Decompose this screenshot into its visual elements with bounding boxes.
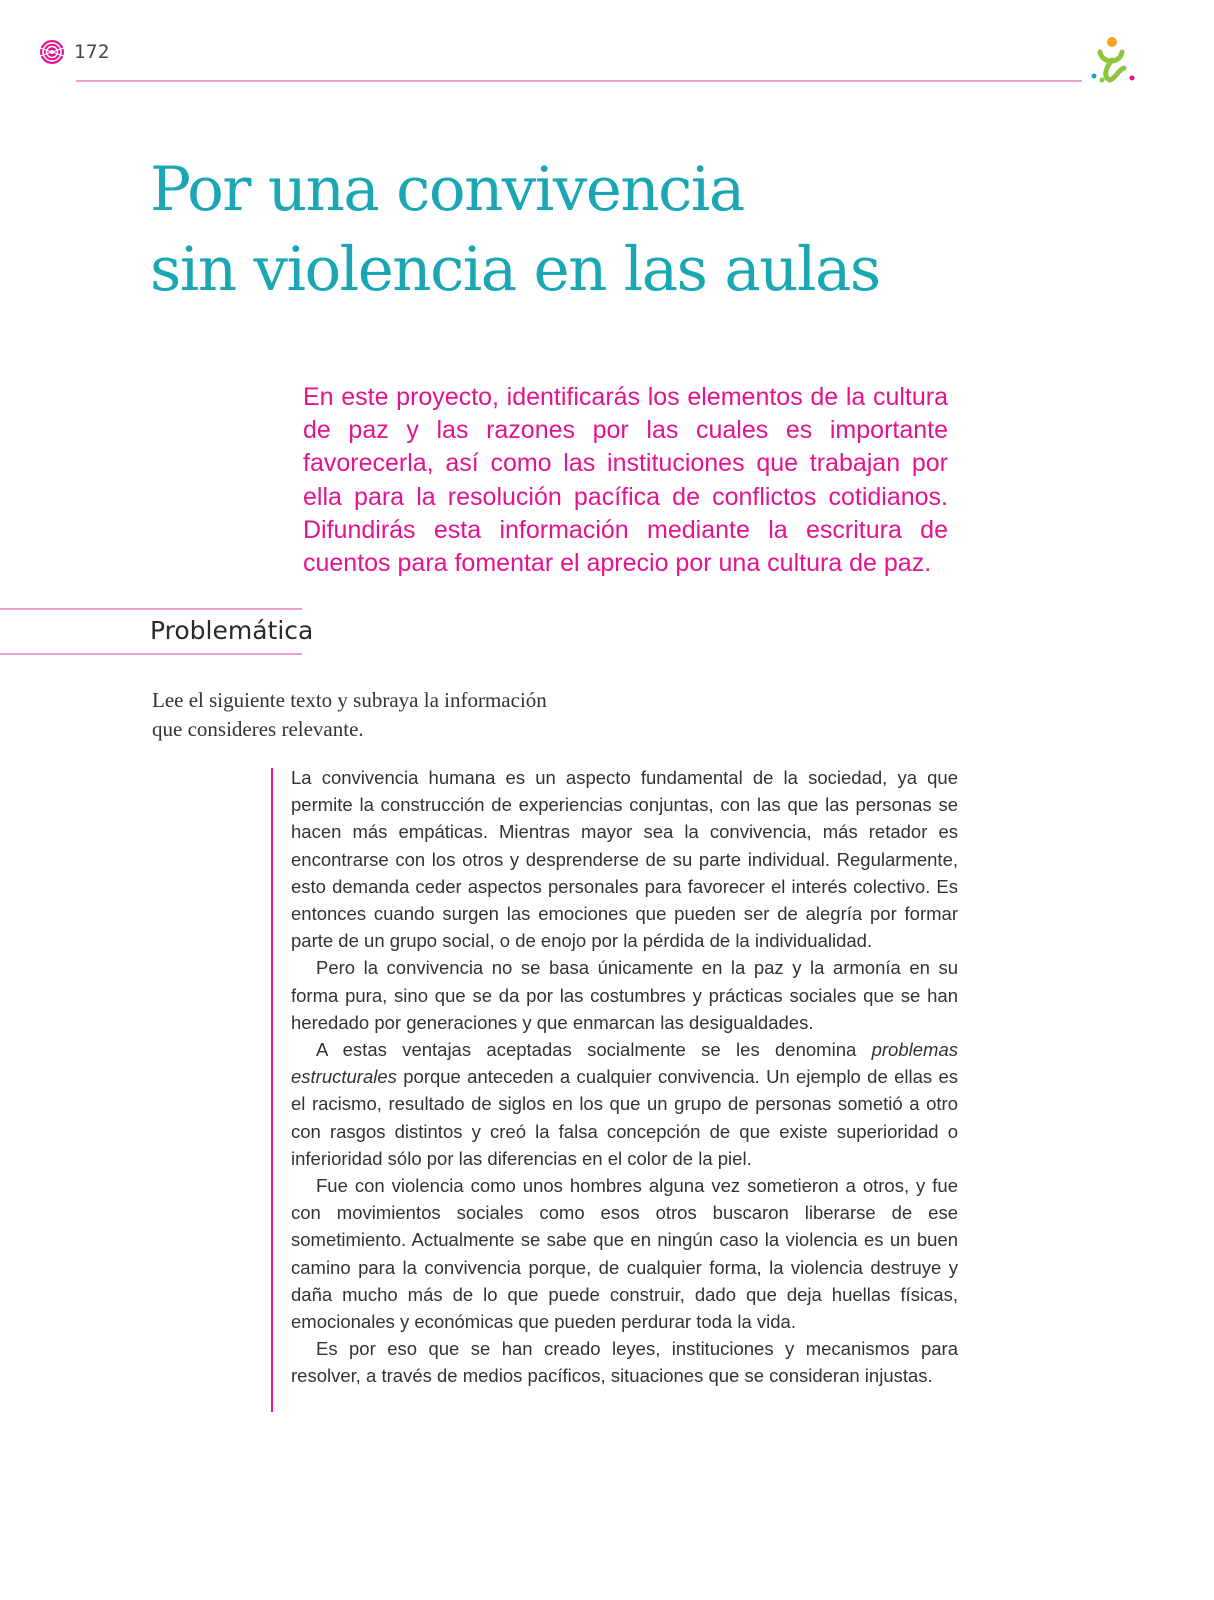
section-rule-bottom	[0, 653, 302, 655]
instruction-line-2: que consideres relevante.	[152, 717, 364, 741]
reading-instruction	[152, 686, 612, 744]
reading-text	[291, 764, 958, 1390]
pink-flower-ornament-icon	[38, 38, 66, 66]
page-number: 172	[74, 41, 110, 63]
paragraph-3-end: porque anteceden a cualquier convivencia. Un ejemplo de ellas es el racismo, resultado de siglos en los que un grupo de personas sometió a otro con rasgos distintos y creó la falsa concepción de que existe superioridad o inferioridad sólo por las diferencias en el color de la piel.	[291, 1066, 958, 1169]
page-title-line-1: Por una convivencia	[150, 154, 744, 225]
paragraph-3-start: A estas ventajas aceptadas socialmente se les denomina	[316, 1039, 872, 1061]
section-heading: Problemática	[150, 616, 314, 645]
section-rule-top	[0, 608, 302, 610]
reading-paragraph-3	[291, 1036, 958, 1172]
colorful-person-figure-logo-icon	[1090, 34, 1138, 86]
header-divider	[76, 80, 1082, 82]
reading-paragraph-4: Fue con violencia como unos hombres alguna vez sometieron a otros, y fue con movimientos sociales como esos otros buscaron liberarse de ese sometimiento. Actualmente se sabe que en ningún caso la violencia es un buen camino para la convivencia porque, de cualquier forma, la violencia destruye y daña mucho más de lo que puede construir, dado que deja huellas físicas, emocionales y económicas que pueden perdurar toda la vida.	[291, 1175, 958, 1333]
page-title	[150, 150, 880, 310]
key-term-structural-problems: problemas estructurales	[291, 1039, 958, 1088]
project-intro: En este proyecto, identificarás los elementos de la cultura de paz y las razones por las cuales es importante favorecerla, así como las instituciones que trabajan por ella para la resolución pacífica de conflictos cotidianos. Difundirás esta información mediante la escritura de cuentos para fomentar el aprecio por una cultura de paz.	[303, 383, 948, 578]
instruction-line-1: Lee el siguiente texto y subraya la información	[152, 688, 547, 712]
reading-paragraph-5: Es por eso que se han creado leyes, instituciones y mecanismos para resolver, a través de medios pacíficos, situaciones que se consideran injustas.	[291, 1338, 958, 1387]
reading-margin-bar	[271, 768, 273, 1412]
page-title-line-2: sin violencia en las aulas	[150, 234, 880, 305]
reading-paragraph-2: Pero la convivencia no se basa únicamente en la paz y la armonía en su forma pura, sino que se da por las costumbres y prácticas sociales que se han heredado por generaciones y que enmarcan las desigualdades.	[291, 957, 958, 1033]
reading-paragraph-1: La convivencia humana es un aspecto fundamental de la sociedad, ya que permite la construcción de experiencias conjuntas, con las que las personas se hacen más empáticas. Mientras mayor sea la convivencia, más retador es encontrarse con los otros y desprenderse de su parte individual. Regularmente, esto demanda ceder aspectos personales para favorecer el interés colectivo. Es entonces cuando surgen las emociones que pueden ser de alegría por formar parte de un grupo social, o de enojo por la pérdida de la individualidad.	[291, 767, 958, 952]
